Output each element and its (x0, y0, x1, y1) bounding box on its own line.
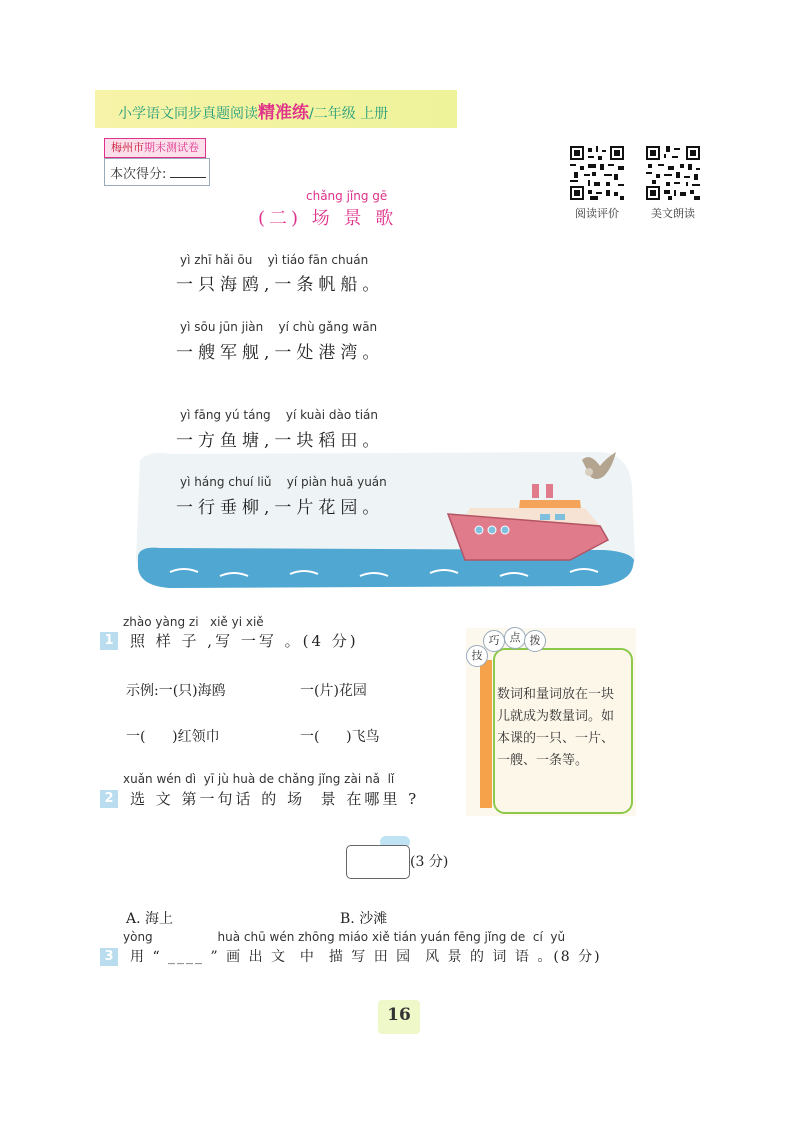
poem-line-3-pinyin: yì fāng yú táng yí kuài dào tián (180, 408, 378, 422)
score-label: 本次得分: (110, 167, 167, 182)
tip-badge-char: 技 (466, 645, 488, 667)
question-3-badge: 3 (100, 948, 118, 966)
q1-example: 示例:一(只)海鸥 (126, 683, 226, 699)
q2-answer-box[interactable] (346, 845, 410, 879)
grade-label: 二年级 (313, 106, 356, 122)
smokestack (532, 484, 539, 498)
poem-line-2-pinyin: yì sōu jūn jiàn yí chù gǎng wān (180, 320, 378, 334)
poem-line-1: 一只海鸥,一条帆船。 (176, 275, 385, 295)
poem-line-2: 一艘军舰,一处港湾。 (176, 343, 385, 363)
tip-pole (480, 660, 492, 808)
q2-points: (3 分) (410, 854, 449, 870)
title-text: 场 景 歌 (311, 208, 398, 229)
page-number: 16 (387, 1005, 411, 1025)
series-prefix: 小学语文同步真题阅读 (118, 106, 258, 122)
question-1-badge: 1 (100, 632, 118, 650)
q2-option-a[interactable]: A. 海上 (126, 911, 174, 927)
series-highlight: 精准练 (258, 103, 309, 123)
test-tag (104, 138, 206, 158)
q1-pinyin: zhào yàng zi xiě yi xiě (123, 615, 264, 629)
qr-code-icon[interactable] (646, 146, 700, 200)
qr-caption-1: 阅读评价 (575, 207, 619, 220)
question-2-badge: 2 (100, 790, 118, 808)
title-pinyin: chǎng jǐng gē (306, 189, 388, 203)
series-separator: / (309, 106, 314, 122)
test-type: 期末测试卷 (144, 141, 199, 154)
tip-badge-char: 点 (504, 627, 526, 649)
poem-line-3: 一方鱼塘,一块稻田。 (176, 431, 385, 451)
score-input-line[interactable] (170, 177, 206, 178)
q2-option-b[interactable]: B. 沙滩 (340, 911, 388, 927)
q1-blank-2[interactable]: 一( )飞鸟 (300, 729, 380, 745)
q2-text: 选 文 第一句话 的 场 景 在哪里 ? (130, 790, 420, 808)
q1-example-2: 一(片)花园 (300, 683, 367, 699)
qr-caption-2: 美文朗读 (651, 207, 695, 220)
q1-text: 照 样 子 ,写 一写 。(4 分) (130, 632, 359, 650)
q3-pinyin: yòng huà chū wén zhōng miáo xiě tián yuán fēng jǐng de cí yǔ (123, 930, 566, 944)
q2-pinyin: xuǎn wén dì yī jù huà de chǎng jǐng zài nǎ lǐ (123, 772, 395, 786)
series-title (118, 98, 388, 123)
volume-label: 上册 (360, 106, 389, 122)
poem-line-1-pinyin: yì zhī hǎi ōu yì tiáo fān chuán (180, 253, 369, 267)
tip-badge-char: 巧 (483, 630, 505, 652)
tip-text: 数词和量词放在一块儿就成为数量词。如本课的一只、一片、一艘、一条等。 (497, 687, 615, 768)
tip-badge-char: 拨 (524, 630, 546, 652)
q1-blank-1[interactable]: 一( )红领巾 (126, 729, 220, 745)
test-city: 梅州市 (111, 141, 144, 154)
smokestack (546, 484, 553, 498)
title-number: (二) (258, 208, 303, 229)
poem-line-4-pinyin: yì háng chuí liǔ yí piàn huā yuán (180, 475, 387, 489)
page-title (258, 204, 397, 230)
ship-illustration (130, 448, 640, 590)
q3-text: 用 “ ____ ” 画 出 文 中 描 写 田 园 风 景 的 词 语 。(8 分) (130, 949, 602, 965)
poem-line-4: 一行垂柳,一片花园。 (176, 498, 385, 518)
qr-code-icon[interactable] (570, 146, 624, 200)
